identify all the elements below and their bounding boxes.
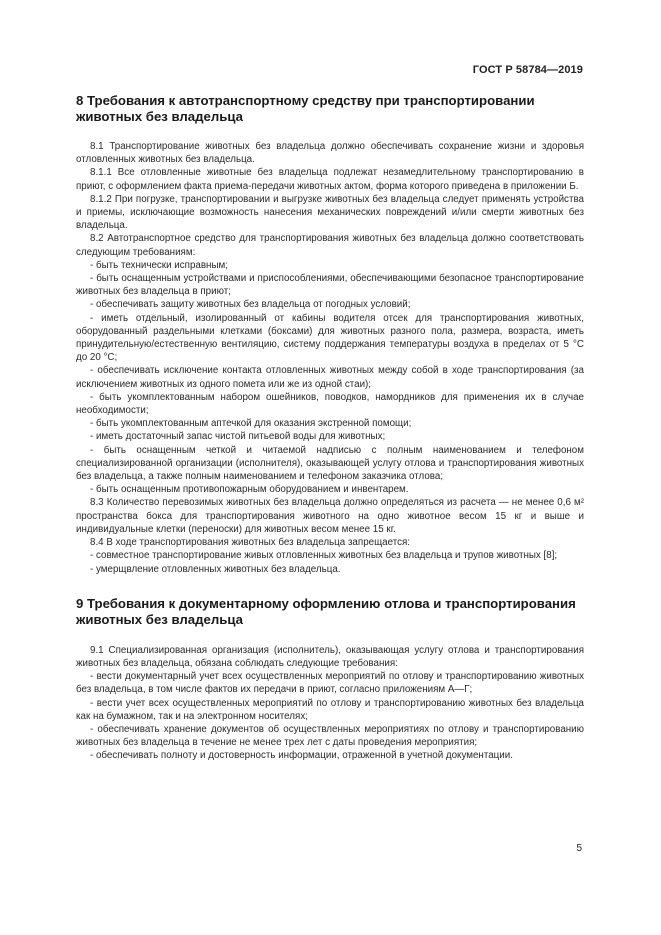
section-8-body (76, 140, 584, 576)
list-item: - быть технически исправным; (90, 259, 228, 271)
page-number: 5 (576, 843, 582, 854)
list-item: - быть укомплектованным аптечкой для оказания экстренной помощи; (90, 418, 412, 430)
list-item: - обеспечивать полноту и достоверность информации, отраженной в учетной документации. (90, 750, 513, 762)
list-item: - обеспечивать защиту животных без владельца от погодных условий; (90, 299, 411, 311)
paragraph: 8.3 Количество перевозимых животных без владельца должно определяться из расчета — не менее 0,6 м² пространства бокса для транспортирования животного на одно животное весом 15 кг и выше и индивидуальные клетки (переноски) для животных весом менее 15 кг. (76, 497, 584, 535)
list-item: - вести документарный учет всех осуществленных мероприятий по отлову и транспортированию животных без владельца, в том числе фактов их передачи в приют, согласно приложениям А—Г; (76, 671, 584, 696)
paragraph: 9.1 Специализированная организация (исполнитель), оказывающая услугу отлова и транспортирования животных без владельца, обязана соблюдать следующие требования: (76, 644, 584, 669)
list-item: - быть оснащенным четкой и читаемой надписью с полным наименованием и телефоном специализированной организации (исполнителя), оказывающей услугу отлова и транспортирования животных без владельца, а также полным наименованием и телефоном заказчика отлова; (76, 444, 584, 483)
list-item: - обеспечивать исключение контакта отловленных животных между собой в ходе транспортирования (за исключением животных из одного помета или же из одной стаи); (76, 365, 584, 390)
list-item: - быть укомплектованным набором ошейников, поводков, намордников для применения их в случае необходимости; (76, 391, 584, 417)
paragraph: 8.1 Транспортирование животных без владельца должно обеспечивать сохранение жизни и здоровья отловленных животных без владельца. (76, 141, 584, 166)
paragraph: 8.1.2 При погрузке, транспортировании и выгрузке животных без владельца следует применять устройства и приемы, исключающие возможность нанесения механических повреждений и/или смерти животных без владельца. (76, 193, 584, 232)
list-item: - иметь достаточный запас чистой питьевой воды для животных; (90, 431, 386, 443)
paragraph: 8.2 Автотранспортное средство для транспортирования животных без владельца должно соответствовать следующим требованиям: (76, 233, 584, 258)
paragraph: 8.1.1 Все отловленные животные без владельца подлежат незамедлительному транспортированию в приют, с оформлением факта приема-передачи животных актом, форма которого приведена в приложении Б. (76, 167, 584, 192)
section-9-title: 9 Требования к документарному оформлению отлова и транспортирования животных без владельца (76, 595, 576, 627)
section-9 (76, 596, 584, 763)
list-item: - иметь отдельный, изолированный от кабины водителя отсек для транспортирования животных, оборудованный раздельными клетками (боксами) для животных разного пола, размера, возраста, иметь принудительную/естественную вентиляцию, систему поддержания температуры воздуха в пределах от 5 °С до 20 °С; (76, 312, 584, 364)
page-content (76, 93, 584, 763)
section-8 (76, 93, 584, 576)
list-item: - умерщвление отловленных животных без владельца. (90, 563, 341, 575)
list-item: - совместное транспортирование живых отловленных животных без владельца и трупов животных [8]; (90, 550, 558, 562)
list-item: - вести учет всех осуществленных мероприятий по отлову и транспортированию животных без владельца как на бумажном, так и на электронном носителях; (76, 697, 584, 722)
section-9-body (76, 644, 584, 763)
document-code: ГОСТ Р 58784—2019 (472, 64, 583, 76)
section-8-title: 8 Требования к автотранспортному средству при транспортировании животных без владельца (76, 93, 535, 124)
list-item: - быть оснащенным устройствами и приспособлениями, обеспечивающими безопасное транспортирование животных без владельца в приют; (76, 273, 584, 298)
paragraph: 8.4 В ходе транспортирования животных без владельца запрещается: (90, 537, 411, 549)
list-item: - обеспечивать хранение документов об осуществленных мероприятиях по отлову и транспортированию животных без владельца в течение не менее трех лет с даты проведения мероприятия; (76, 723, 584, 749)
list-item: - быть оснащенным противопожарным оборудованием и инвентарем. (90, 484, 409, 496)
